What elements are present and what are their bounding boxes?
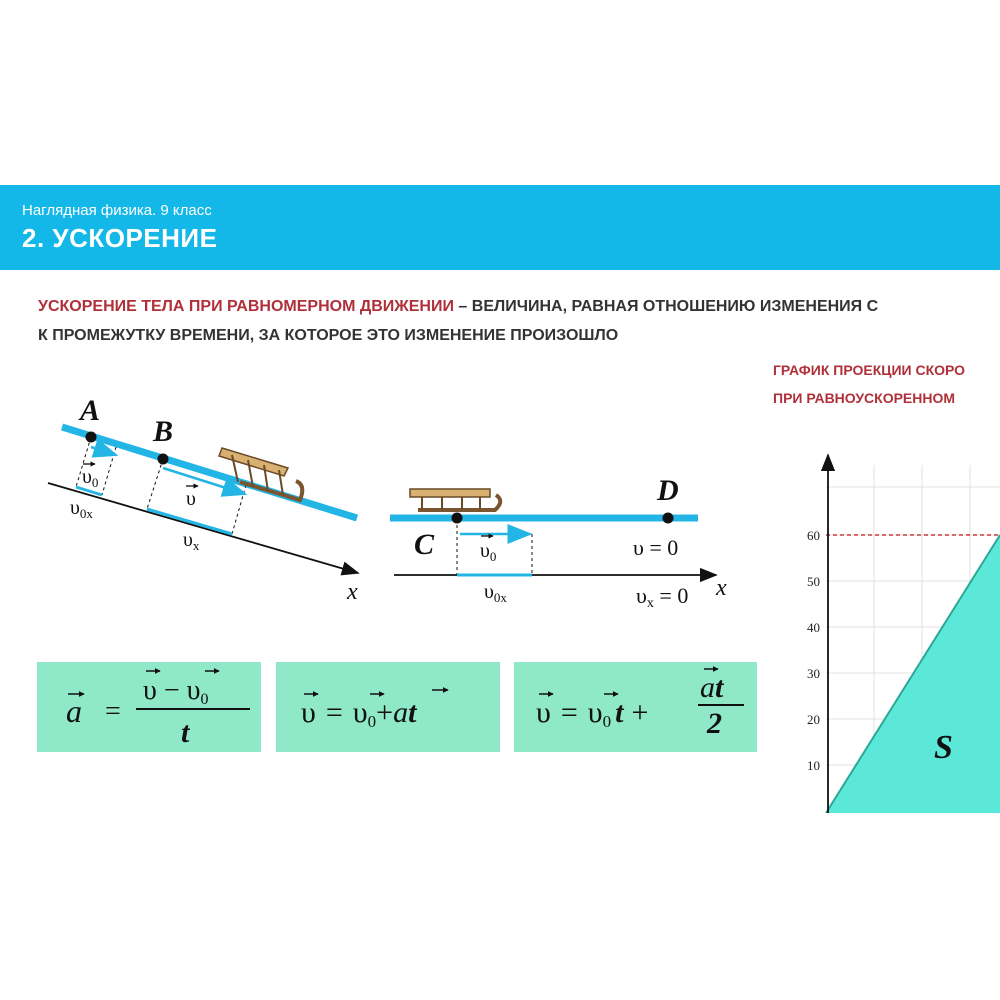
- formula-acceleration: [66, 671, 250, 749]
- flat-axis-label: x: [716, 575, 727, 601]
- point-d: [663, 513, 674, 524]
- sled-flat-icon: [410, 489, 500, 510]
- label-d: D: [657, 474, 679, 507]
- definition-text: – ВЕЛИЧИНА, РАВНАЯ ОТНОШЕНИЮ ИЗМЕНЕНИЯ С: [453, 298, 879, 315]
- slide-title: 2. УСКОРЕНИЕ: [22, 223, 218, 253]
- y-tick-40: 40: [807, 620, 820, 635]
- point-a: [86, 432, 97, 443]
- label-b: B: [153, 415, 174, 448]
- label-c: C: [414, 528, 435, 561]
- f1-eq: =: [105, 696, 121, 727]
- incline-surface: [62, 427, 357, 518]
- point-c: [452, 513, 463, 524]
- f3-numerator: at: [700, 671, 724, 704]
- graph-title-line-1: ГРАФИК ПРОЕКЦИИ СКОРО: [773, 362, 966, 378]
- y-tick-50: 50: [807, 574, 820, 589]
- f1-numerator: υ − υ0: [143, 675, 209, 708]
- flat-diagram: [390, 474, 727, 611]
- formula-velocity: [301, 690, 448, 731]
- f3-left: υ = υ0 t +: [536, 696, 649, 731]
- graph-title-line-2: ПРИ РАВНОУСКОРЕННОМ: [773, 390, 956, 406]
- point-b: [158, 454, 169, 465]
- y-tick-60: 60: [807, 528, 820, 543]
- f3-denominator: 2: [707, 707, 722, 740]
- slide: [0, 185, 1000, 813]
- incline-diagram: [48, 394, 358, 605]
- label-v-b: υ: [186, 488, 196, 510]
- formula-displacement: [536, 669, 744, 740]
- definition-term: УСКОРЕНИЕ ТЕЛА ПРИ РАВНОМЕРНОМ ДВИЖЕНИИ: [38, 298, 454, 315]
- v0-arrow-a: [91, 447, 116, 455]
- label-vx-zero: υx = 0: [636, 583, 689, 611]
- label-v0-a: $\upsilon_0$: [82, 466, 99, 490]
- f2-formula: υ = υ0+at: [301, 696, 417, 731]
- f1-lhs: a: [66, 693, 82, 729]
- y-tick-30: 30: [807, 666, 820, 681]
- sled-incline-icon: [219, 448, 302, 500]
- y-tick-10: 10: [807, 758, 820, 773]
- definition-line-2: К ПРОМЕЖУТКУ ВРЕМЕНИ, ЗА КОТОРОЕ ЭТО ИЗМЕНЕНИЕ ПРОИЗОШЛО: [38, 327, 619, 344]
- label-v-zero: υ = 0: [633, 535, 679, 560]
- y-tick-20: 20: [807, 712, 820, 727]
- label-v0x-flat: $\upsilon_{0x}$: [484, 581, 507, 605]
- label-v0-c: $\upsilon_0$: [480, 540, 497, 564]
- label-v0x-incline: $\upsilon_{0x}$: [70, 497, 93, 521]
- physics-diagram: [0, 185, 1000, 813]
- incline-x-axis: [48, 483, 358, 573]
- incline-axis-label: x: [347, 579, 358, 605]
- label-a: A: [80, 394, 101, 427]
- label-vx-incline: $\upsilon_x$: [183, 529, 200, 553]
- course-subtitle: Наглядная физика. 9 класс: [22, 202, 212, 219]
- graph-y-ticks: [807, 528, 820, 773]
- velocity-graph: [807, 455, 1000, 813]
- graph-area-label: S: [934, 729, 953, 766]
- f1-denominator: t: [181, 716, 190, 749]
